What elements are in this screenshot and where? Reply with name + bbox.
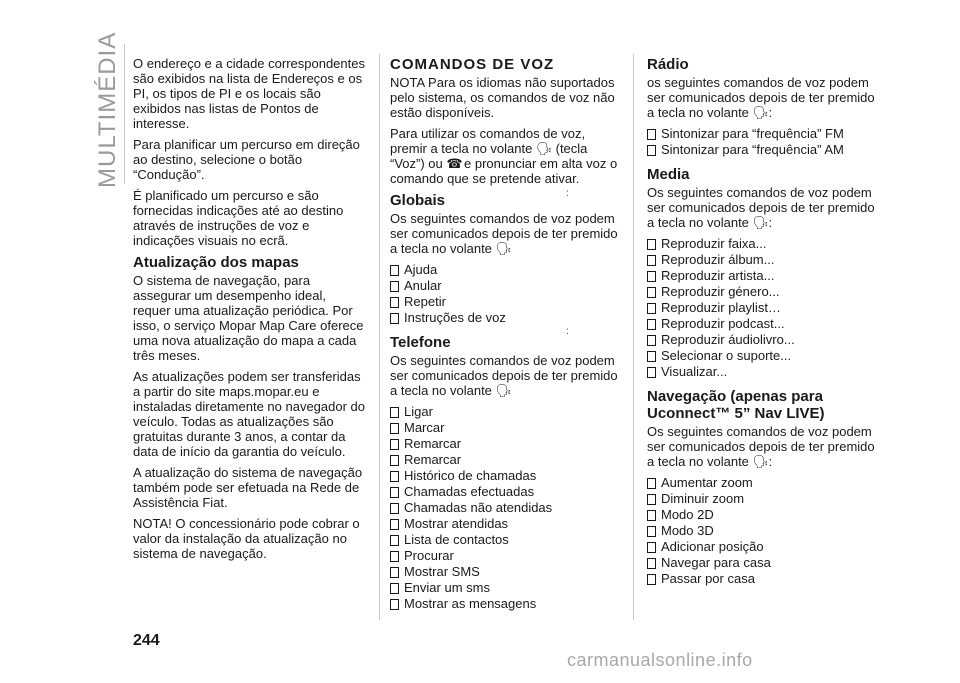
phone-icon: ☎	[446, 156, 463, 171]
item-text: Navegar para casa	[661, 555, 771, 570]
global-list	[390, 262, 622, 326]
phone-list	[390, 404, 622, 612]
item-text: Modo 2D	[661, 507, 714, 522]
list-item	[647, 348, 879, 364]
list-item	[390, 564, 622, 580]
list-item	[390, 452, 622, 468]
item-text: Reproduzir artista...	[661, 268, 775, 283]
list-item	[647, 284, 879, 300]
square-bullet	[647, 478, 656, 489]
square-bullet	[647, 335, 656, 346]
text: Os seguintes comandos de voz podem ser comunicados depois de ter premido a tecla no volante	[647, 185, 875, 230]
item-text: Selecionar o suporte...	[661, 348, 792, 363]
colon-mark: :	[566, 326, 569, 337]
paragraph	[390, 211, 622, 256]
heading-voice-commands: COMANDOS DE VOZ	[390, 56, 555, 73]
page-number: 244	[133, 632, 160, 649]
square-bullet	[647, 319, 656, 330]
list-item	[390, 484, 622, 500]
list-item	[390, 580, 622, 596]
paragraph: As atualizações podem ser transferidas a partir do site maps.mopar.eu e instaladas diretamente no navegador do veículo. Todas as atualizações são gratuitas durante 3 anos, a contar da data de início da garantia do veículo.	[133, 369, 365, 459]
square-bullet	[647, 239, 656, 250]
item-text: Reproduzir playlist…	[661, 300, 781, 315]
item-text: Sintonizar para “frequência” FM	[661, 126, 844, 141]
paragraph	[647, 185, 879, 230]
navigation-list	[647, 475, 879, 587]
item-text: Diminuir zoom	[661, 491, 745, 506]
paragraph: É planificado um percurso e são fornecidas indicações até ao destino através de instruções de voz e indicações visuais no ecrã.	[133, 188, 344, 248]
list-item	[647, 475, 879, 491]
square-bullet	[647, 129, 656, 140]
item-text: Reproduzir género...	[661, 284, 780, 299]
square-bullet	[647, 526, 656, 537]
square-bullet	[647, 542, 656, 553]
paragraph	[390, 353, 622, 398]
square-bullet	[390, 503, 399, 514]
list-item	[390, 548, 622, 564]
heading-navigation: Navegação (apenas para Uconnect™ 5” Nav LIVE)	[647, 388, 825, 422]
paragraph	[647, 424, 879, 469]
list-item	[390, 436, 622, 452]
item-text: Modo 3D	[661, 523, 714, 538]
list-item	[390, 420, 622, 436]
square-bullet	[390, 439, 399, 450]
square-bullet	[647, 145, 656, 156]
list-item	[390, 596, 622, 612]
text: Os seguintes comandos de voz podem ser comunicados depois de ter premido a tecla no volante	[390, 211, 618, 256]
text: os seguintes comandos de voz podem ser comunicados depois de ter premido a tecla no volante	[647, 75, 875, 120]
item-text: Reproduzir faixa...	[661, 236, 767, 251]
list-item	[647, 507, 879, 523]
item-text: Remarcar	[404, 452, 462, 467]
item-text: Sintonizar para “frequência” AM	[661, 142, 844, 157]
heading-map-update: Atualização dos mapas	[133, 254, 299, 271]
text: e pronunciar em alta voz o comando que se pretende ativar.	[390, 156, 618, 186]
list-item	[390, 262, 622, 278]
paragraph	[647, 75, 879, 120]
square-bullet	[390, 407, 399, 418]
list-item	[647, 268, 879, 284]
colon: :	[768, 454, 773, 469]
paragraph: NOTA! O concessionário pode cobrar o valor da instalação da atualização no sistema de navegação.	[133, 516, 360, 561]
item-text: Reproduzir áudiolivro...	[661, 332, 795, 347]
item-text: Remarcar	[404, 436, 462, 451]
square-bullet	[390, 519, 399, 530]
voice-command-icon: 🗣	[495, 383, 513, 398]
column-1	[133, 56, 365, 567]
item-text: Visualizar...	[661, 364, 728, 379]
item-text: Procurar	[404, 548, 454, 563]
item-text: Reproduzir álbum...	[661, 252, 775, 267]
square-bullet	[390, 567, 399, 578]
side-divider	[124, 44, 125, 184]
square-bullet	[647, 367, 656, 378]
square-bullet	[390, 297, 399, 308]
heading-global: Globais	[390, 192, 446, 209]
item-text: Ligar	[404, 404, 433, 419]
heading-phone: Telefone	[390, 334, 451, 351]
square-bullet	[647, 510, 656, 521]
list-item	[647, 555, 879, 571]
square-bullet	[390, 455, 399, 466]
square-bullet	[647, 287, 656, 298]
square-bullet	[390, 265, 399, 276]
item-text: Repetir	[404, 294, 446, 309]
list-item	[390, 278, 622, 294]
paragraph: NOTA Para os idiomas não suportados pelo sistema, os comandos de voz não estão disponíveis.	[390, 75, 615, 120]
column-3	[647, 56, 879, 595]
square-bullet	[647, 574, 656, 585]
item-text: Chamadas não atendidas	[404, 500, 553, 515]
list-item	[390, 310, 622, 326]
heading-media: Media	[647, 166, 690, 183]
square-bullet	[647, 494, 656, 505]
side-label-text: MULTIMÉDIA	[94, 31, 121, 188]
item-text: Ajuda	[404, 262, 438, 277]
list-item	[390, 404, 622, 420]
paragraph: A atualização do sistema de navegação também pode ser efetuada na Rede de Assistência Fiat.	[133, 465, 363, 510]
square-bullet	[390, 599, 399, 610]
list-item	[647, 523, 879, 539]
list-item	[647, 491, 879, 507]
list-item	[647, 539, 879, 555]
column-2	[390, 56, 622, 620]
item-text: Mostrar SMS	[404, 564, 480, 579]
list-item	[390, 294, 622, 310]
item-text: Passar por casa	[661, 571, 755, 586]
item-text: Reproduzir podcast...	[661, 316, 785, 331]
list-item	[390, 500, 622, 516]
item-text: Lista de contactos	[404, 532, 509, 547]
item-text: Mostrar atendidas	[404, 516, 509, 531]
list-item	[647, 316, 879, 332]
item-text: Histórico de chamadas	[404, 468, 537, 483]
square-bullet	[390, 281, 399, 292]
heading-radio: Rádio	[647, 56, 689, 73]
paragraph: Para planificar um percurso em direção ao destino, selecione o botão “Condução”.	[133, 137, 360, 182]
list-item	[647, 236, 879, 252]
list-item	[647, 364, 879, 380]
item-text: Aumentar zoom	[661, 475, 753, 490]
list-item	[647, 126, 879, 142]
square-bullet	[647, 558, 656, 569]
square-bullet	[647, 303, 656, 314]
item-text: Mostrar as mensagens	[404, 596, 537, 611]
list-item	[390, 468, 622, 484]
item-text: Instruções de voz	[404, 310, 506, 325]
square-bullet	[647, 255, 656, 266]
text: Para utilizar os comandos de voz, premir a tecla no volante	[390, 126, 586, 156]
list-item	[647, 252, 879, 268]
side-section-label	[84, 31, 124, 188]
square-bullet	[390, 583, 399, 594]
colon: :	[768, 215, 773, 230]
square-bullet	[647, 271, 656, 282]
square-bullet	[390, 551, 399, 562]
square-bullet	[390, 487, 399, 498]
list-item	[390, 532, 622, 548]
text: Os seguintes comandos de voz podem ser comunicados depois de ter premido a tecla no volante	[390, 353, 618, 398]
text: (tecla “Voz”) ou	[390, 141, 588, 171]
paragraph: O endereço e a cidade correspondentes são exibidos na lista de Endereços e os PI, os tipos de PI e os locais são exibidos nas listas de Pontos de interesse.	[133, 56, 365, 131]
voice-command-icon: 🗣	[495, 241, 513, 256]
colon: :	[768, 105, 773, 120]
square-bullet	[390, 535, 399, 546]
paragraph	[390, 126, 622, 186]
item-text: Anular	[404, 278, 442, 293]
text: Os seguintes comandos de voz podem ser comunicados depois de ter premido a tecla no volante	[647, 424, 875, 469]
item-text: Adicionar posição	[661, 539, 764, 554]
voice-command-icon: 🗣	[752, 454, 770, 469]
paragraph: O sistema de navegação, para assegurar um desempenho ideal, requer uma atualização periódica. Por isso, o serviço Mopar Map Care oferece uma nova atualização do mapa a cada três meses.	[133, 273, 364, 363]
item-text: Chamadas efectuadas	[404, 484, 535, 499]
radio-list	[647, 126, 879, 158]
media-list	[647, 236, 879, 380]
footer-watermark: carmanualsonline.info	[567, 650, 753, 670]
list-item	[647, 300, 879, 316]
voice-command-icon: 🗣	[752, 105, 770, 120]
colon-mark: :	[566, 188, 569, 199]
voice-command-icon: 🗣	[752, 215, 770, 230]
list-item	[390, 516, 622, 532]
column-divider	[379, 54, 380, 620]
column-divider	[633, 54, 634, 620]
square-bullet	[647, 351, 656, 362]
item-text: Enviar um sms	[404, 580, 490, 595]
list-item	[647, 332, 879, 348]
square-bullet	[390, 471, 399, 482]
list-item	[647, 571, 879, 587]
voice-command-icon: 🗣	[535, 141, 553, 156]
item-text: Marcar	[404, 420, 445, 435]
square-bullet	[390, 423, 399, 434]
square-bullet	[390, 313, 399, 324]
list-item	[647, 142, 879, 158]
